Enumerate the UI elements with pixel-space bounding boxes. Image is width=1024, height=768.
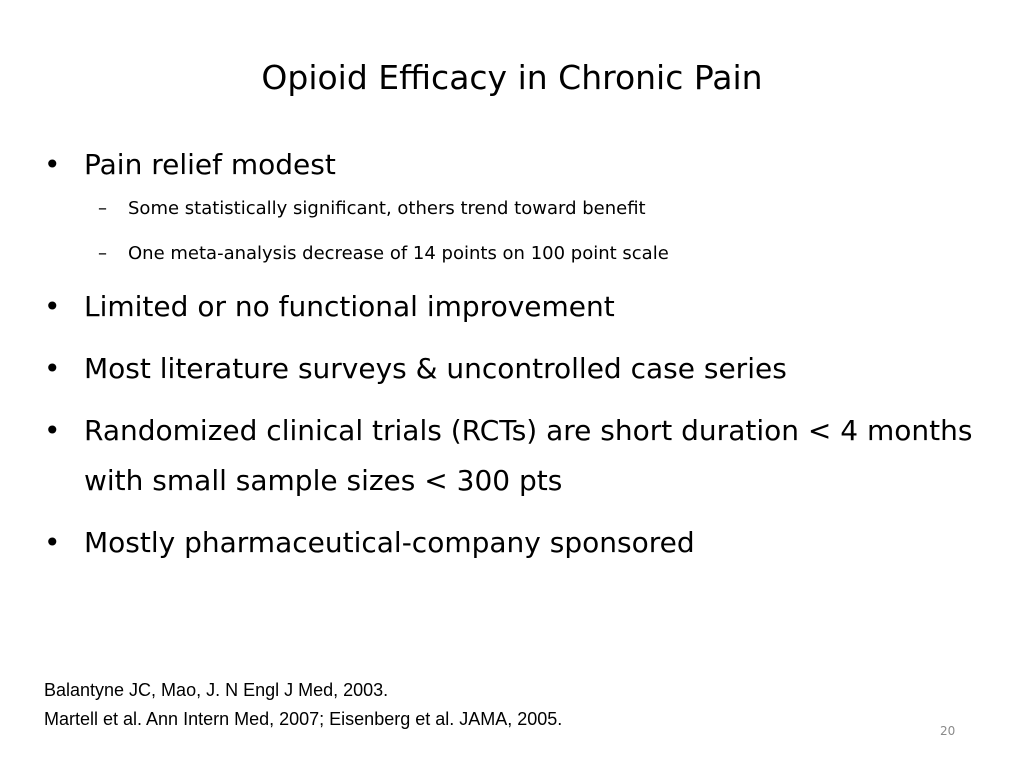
bullet-text: Randomized clinical trials (RCTs) are short duration < 4 months with small sample sizes < 300 pts <box>84 414 973 497</box>
sub-bullet-item <box>40 192 1000 226</box>
bullet-text: Most literature surveys & uncontrolled case series <box>84 352 787 385</box>
references <box>44 676 562 734</box>
bullet-dot: • <box>44 290 61 323</box>
reference-line: Balantyne JC, Mao, J. N Engl J Med, 2003. <box>44 680 389 700</box>
sub-bullet-text: Some statistically significant, others trend toward benefit <box>128 198 646 219</box>
bullet-dot: • <box>44 352 61 385</box>
bullet-text: Pain relief modest <box>84 148 336 181</box>
bullet-text: Limited or no functional improvement <box>84 290 615 323</box>
bullet-item <box>40 344 1000 394</box>
sub-bullet-item <box>40 237 1000 271</box>
bullet-item <box>40 140 1000 190</box>
bullet-text: Mostly pharmaceutical-company sponsored <box>84 526 695 559</box>
bullet-item <box>40 518 1000 568</box>
bullet-dot: • <box>44 148 61 181</box>
slide-title: Opioid Efficacy in Chronic Pain <box>261 58 763 97</box>
bullet-dot: • <box>44 526 61 559</box>
bullet-item <box>40 282 1000 332</box>
bullet-item <box>40 406 1000 506</box>
bullet-list <box>40 140 1000 580</box>
sub-bullet-dash: – <box>98 243 107 264</box>
sub-bullet-text: One meta-analysis decrease of 14 points on 100 point scale <box>128 243 669 264</box>
reference-line: Martell et al. Ann Intern Med, 2007; Eisenberg et al. JAMA, 2005. <box>44 709 563 729</box>
page-number: 20 <box>940 724 956 738</box>
bullet-dot: • <box>44 414 61 447</box>
sub-bullet-dash: – <box>98 198 107 219</box>
sub-bullet-list <box>40 192 1000 271</box>
